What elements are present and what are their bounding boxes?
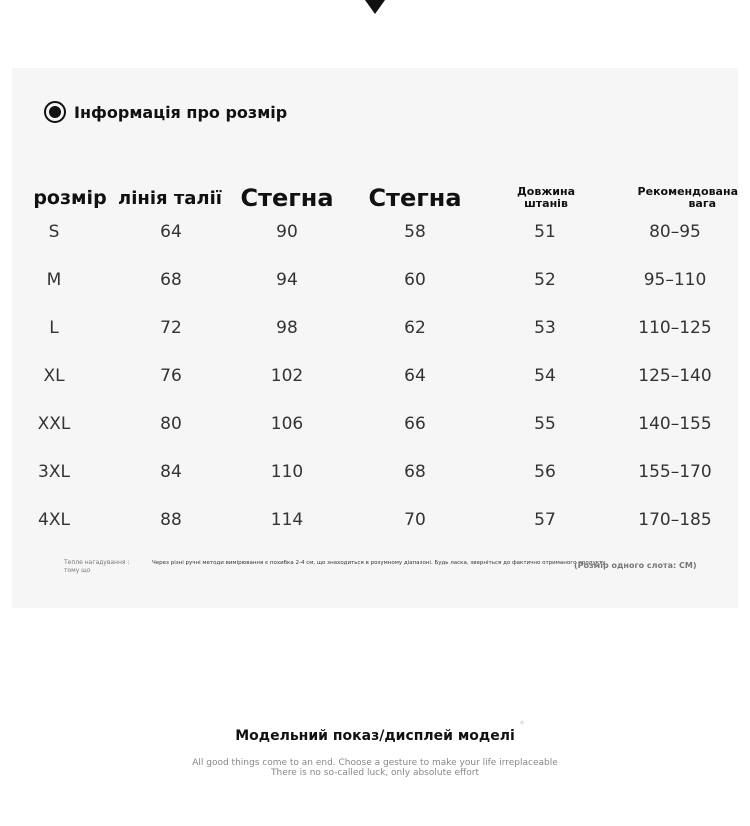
cell-pants-length: 57 — [534, 510, 556, 530]
cell-hips-2: 68 — [404, 462, 426, 482]
cell-waist: 76 — [160, 366, 182, 386]
cell-hips-1: 114 — [270, 510, 304, 530]
cell-size: S — [48, 222, 60, 242]
cell-weight: 95–110 — [643, 270, 707, 290]
header-pants-length-line2: штанів — [524, 197, 568, 210]
cell-waist: 68 — [160, 270, 182, 290]
cell-weight: 170–185 — [638, 510, 712, 530]
note-reminder-line2: тому що — [64, 567, 91, 574]
cell-pants-length: 56 — [534, 462, 556, 482]
model-section-line1: All good things come to an end. Choose a gesture to make your life irreplaceable — [192, 758, 558, 768]
cell-hips-1: 106 — [270, 414, 304, 434]
section-title: Інформація про розмір — [74, 102, 288, 122]
cell-pants-length: 52 — [534, 270, 556, 290]
header-waist: лінія талії — [118, 187, 222, 209]
cell-pants-length: 53 — [534, 318, 556, 338]
cell-pants-length: 51 — [534, 222, 556, 242]
cell-weight: 155–170 — [638, 462, 712, 482]
cell-hips-2: 64 — [404, 366, 426, 386]
cell-weight: 140–155 — [638, 414, 712, 434]
cell-weight: 80–95 — [649, 222, 701, 242]
cell-hips-2: 70 — [404, 510, 426, 530]
cell-size: 4XL — [38, 510, 70, 530]
note-reminder-line1: Тепле нагадування : — [64, 559, 130, 566]
cell-pants-length: 54 — [534, 366, 556, 386]
note-reminder — [64, 559, 129, 575]
section-header — [44, 101, 287, 123]
model-section-title: Модельний показ/дисплей моделі — [235, 728, 515, 744]
note-unit: (Розмір одного слота: CM) — [574, 561, 697, 570]
cell-weight: 110–125 — [638, 318, 712, 338]
cell-hips-1: 94 — [276, 270, 298, 290]
header-hips-2: Стегна — [368, 184, 462, 212]
cell-hips-1: 90 — [276, 222, 298, 242]
header-weight-line2: вага — [688, 197, 716, 210]
cell-size: 3XL — [38, 462, 70, 482]
cell-hips-2: 60 — [404, 270, 426, 290]
cell-waist: 88 — [160, 510, 182, 530]
header-pants-length — [496, 176, 596, 220]
cell-waist: 84 — [160, 462, 182, 482]
note-measurement: Через різні ручні методи вимірювання є похибка 2-4 см, що знаходиться в розумному діапазоні. Будь ласка, зверніться до фактично отриманого продукту. — [152, 560, 608, 566]
cell-hips-1: 98 — [276, 318, 298, 338]
cell-hips-1: 110 — [270, 462, 304, 482]
size-info-card — [12, 68, 738, 608]
header-recommended-weight — [612, 176, 738, 220]
cell-size: M — [46, 270, 62, 290]
header-pants-length-line1: Довжина — [517, 185, 575, 198]
cell-size: XXL — [37, 414, 71, 434]
cell-waist: 64 — [160, 222, 182, 242]
cell-waist: 72 — [160, 318, 182, 338]
header-hips-1: Стегна — [240, 184, 334, 212]
header-weight-line1: Рекомендована — [637, 185, 738, 198]
sparkle-icon: ✧ — [519, 719, 525, 727]
cell-size: XL — [43, 366, 65, 386]
cell-waist: 80 — [160, 414, 182, 434]
cell-size: L — [49, 318, 59, 338]
cell-hips-2: 62 — [404, 318, 426, 338]
cell-hips-2: 58 — [404, 222, 426, 242]
model-section-line2: There is no so-called luck, only absolute effort — [271, 768, 479, 778]
header-size: розмір — [33, 187, 107, 209]
down-arrow-icon — [365, 0, 385, 14]
cell-weight: 125–140 — [638, 366, 712, 386]
cell-hips-1: 102 — [270, 366, 304, 386]
cell-hips-2: 66 — [404, 414, 426, 434]
bullet-circle-icon — [44, 101, 66, 123]
cell-pants-length: 55 — [534, 414, 556, 434]
